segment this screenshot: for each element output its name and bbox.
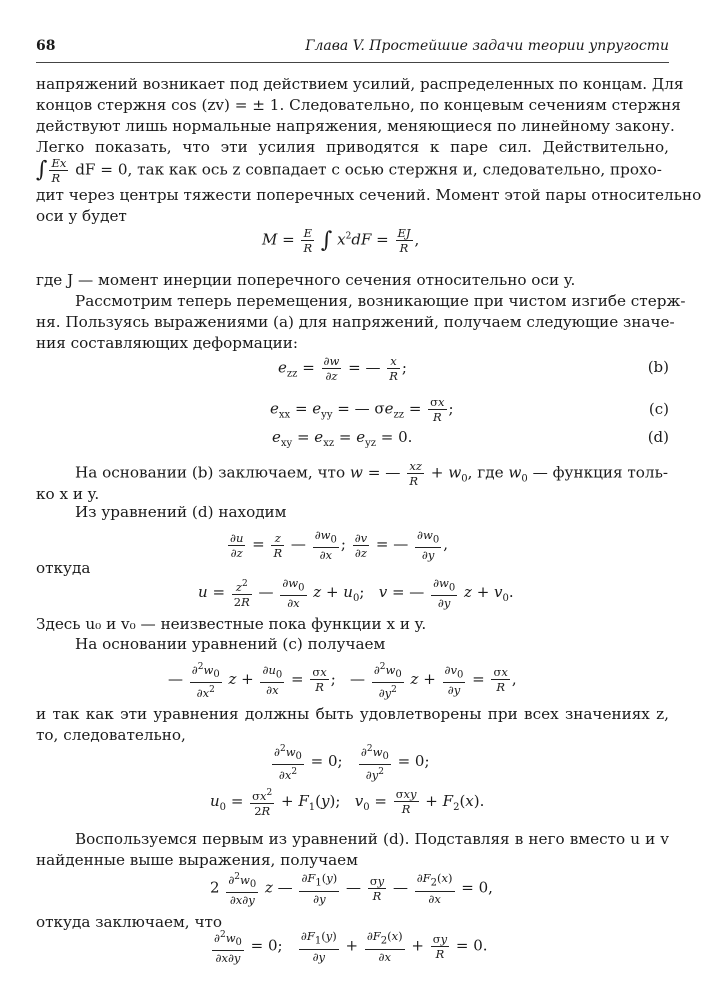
equation-label-d: (d) — [647, 428, 669, 446]
equation-final: $\frac{\partial^2w0}{\partial x\partial y}$ = 0; $\frac{\partial F1(y)}{\partial y}$ + $\frac{\partial F2(x)}{\partial x}$ + $\frac{\sigma y}{R}$ = 0. — [214, 929, 488, 966]
page-header — [36, 38, 669, 58]
text-line: Рассмотрим теперь перемещения, возникающие при чистом изгибе стерж- — [75, 292, 686, 310]
text-fragment: , где — [467, 463, 504, 482]
equation-zero-second: $\frac{\partial^2w0}{\partial x^2}$ = 0; $\frac{\partial^2w0}{\partial y^2}$ = 0; — [274, 744, 430, 782]
integral-sign: ∫ — [36, 157, 48, 183]
equation-u0-v0: $u_0$ = $\frac{\sigma x^2}{2R}$ + $F_1(y)$; $v_0$ = $\frac{\text{σxy}}{R}$ + $F_2(x)$. — [210, 787, 485, 818]
text-fragment: На основании (b) заключаем, что — [75, 463, 346, 482]
text-line: На основании уравнений (c) получаем — [75, 635, 386, 653]
equation-c: $e_{xx} = e_{yy}$ = — $\sigma e_{zz}$ = $\frac{\sigma x}{R}$ ; — [270, 395, 454, 424]
running-title: Глава V. Простейшие задачи теории упругости — [305, 38, 669, 54]
equation-partials: $\frac{\partial u}{\partial z}$ = $\frac{z}{R}$ — $\frac{\partial w0}{\partial x}$ ; $\frac{\partial v}{\partial z}$ = — $\frac{\partial w0}{\partial y}$ , — [230, 528, 448, 563]
header-rule — [36, 62, 669, 63]
text-line-w-expression: На основании (b) заключаем, что w = — $\frac{xz}{R}$ + $w_0$, где $w_0$ — функция толь- — [75, 459, 668, 488]
equation-substituted: 2 $\frac{\partial^2w0}{\partial x\partial y}$ z — $\frac{\partial F1(y)}{\partial y}$ — $\frac{\sigma y}{R}$ — $\frac{\partial F2(x)}{\partial x}$ = 0, — [210, 871, 493, 908]
text-line: Легко показать, что эти усилия приводятся к паре сил. Действительно, — [36, 138, 669, 156]
equation-moment: M = $\frac{E}{R}$ ∫ $x^2dF$ = $\frac{EJ}{R}$ , — [262, 226, 420, 255]
text-line: и так как эти уравнения должны быть удовлетворены при всех значениях z, — [36, 705, 669, 723]
equation-d: $e_{xy} = e_{xz} = e_{yz} = 0$. — [272, 428, 413, 449]
text-line: дит через центры тяжести поперечных сечений. Момент этой пары относительно — [36, 186, 702, 204]
text-line: Из уравнений (d) находим — [75, 503, 287, 521]
text-line: Воспользуемся первым из уравнений (d). Подставляя в него вместо u и v — [75, 830, 669, 848]
page-number: 68 — [36, 38, 56, 54]
text-line: оси y будет — [36, 207, 127, 225]
equation-label-b: (b) — [647, 358, 669, 376]
text-line: действуют лишь нормальные напряжения, меняющиеся по линейному закону. — [36, 117, 675, 135]
text-line: Здесь u₀ и v₀ — неизвестные пока функции x и y. — [36, 615, 427, 633]
text-line: концов стержня cos (zv) = ± 1. Следовательно, по концевым сечениям стержня — [36, 96, 681, 114]
text-line: ния составляющих деформации: — [36, 334, 298, 352]
text-fragment: — функция толь- — [532, 463, 668, 482]
text-line: откуда заключаем, что — [36, 913, 223, 931]
text-line: напряжений возникает под действием усилий, распределенных по концам. Для — [36, 75, 684, 93]
text-line: откуда — [36, 559, 91, 577]
fraction: $\frac{Ex}{R}$ — [51, 156, 67, 185]
text-line-with-integral — [36, 156, 669, 185]
equation-second-partials: — $\frac{\partial^2w0}{\partial x^2}$ z + $\frac{\partial u0}{\partial x}$ = $\frac{\sigma x}{R}$ ; — $\frac{\partial^2w0}{\partial y^2}$ z + $\frac{\partial v0}{\partial y}$ = $\frac{\sigma x}{R}$ , — [168, 662, 517, 700]
text-fragment: dF = 0, так как ось z совпадает с осью стержня и, следовательно, прохо- — [75, 160, 662, 179]
equation-b: $e_{zz}$ = $\frac{\partial w}{\partial z}$ = — $\frac{x}{R}$ ; — [278, 354, 407, 383]
equation-label-c: (c) — [648, 400, 669, 418]
text-line: ня. Пользуясь выражениями (a) для напряжений, получаем следующие значе- — [36, 313, 675, 331]
text-line: найденные выше выражения, получаем — [36, 851, 358, 869]
text-line: ко x и y. — [36, 485, 100, 503]
text-line: где J — момент инерции поперечного сечения относительно оси y. — [36, 271, 576, 289]
text-line: то, следовательно, — [36, 726, 186, 744]
equation-displacements: u = $\frac{z^2}{2R}$ — $\frac{\partial w0}{\partial x}$ $z + u_0$; v = — $\frac{\partial w0}{\partial y}$ $z + v_0$. — [198, 576, 514, 611]
